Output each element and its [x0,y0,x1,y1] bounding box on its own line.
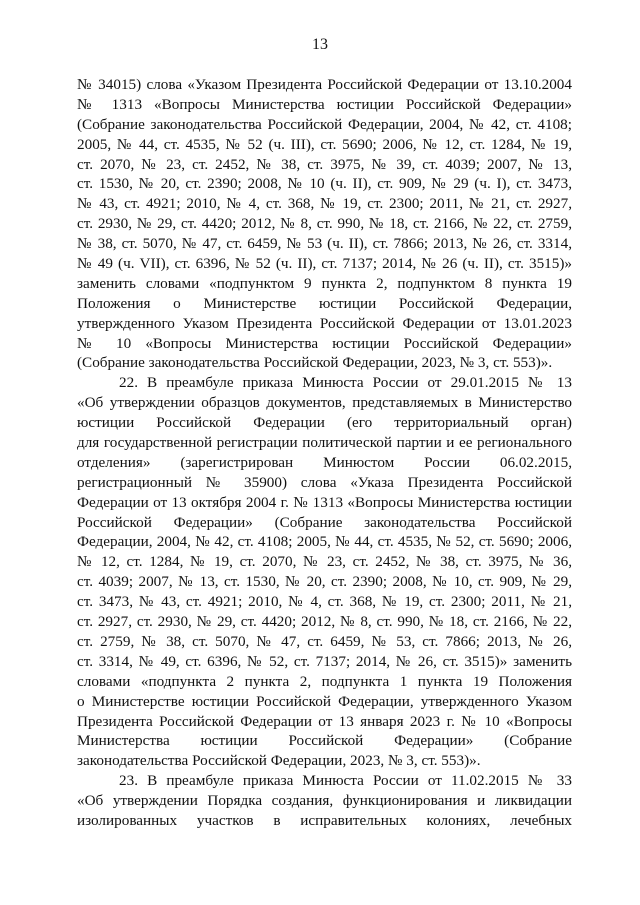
text-line: Российской Федерации» (Собрание законодательства Российской [77,513,572,531]
text-line: ст. 4039; 2007, № 13, ст. 1530, № 20, ст. 2390; 2008, № 10, ст. 909, № 29, [77,573,572,591]
text-line: ст. 3473, № 43, ст. 4921; 2010, № 4, ст. 368, № 19, ст. 2300; 2011, № 21, [77,593,572,611]
text-line: законодательства Российской Федерации, 2023, № 3, ст. 553)». [77,752,481,770]
text-line: «Об утверждении Порядка создания, функционирования и ликвидации [77,792,572,810]
paragraph-22-start: 22. В преамбуле приказа Минюста России от 29.01.2015 № 13 [119,374,572,392]
text-line: Президента Российской Федерации от 13 января 2023 г. № 10 «Вопросы [77,712,572,730]
text-line: № 49 (ч. VII), ст. 6396, № 52 (ч. II), ст. 7137; 2014, № 26 (ч. II), ст. 3515)» [77,255,572,273]
text-line: Федерации от 13 октября 2004 г. № 1313 «Вопросы Министерства юстиции [77,493,572,511]
text-line: № 38, ст. 5070, № 47, ст. 6459, № 53 (ч. II), ст. 7866; 2013, № 26, ст. 3314, [77,235,572,253]
text-line: отделения» (зарегистрирован Минюстом России 06.02.2015, [77,453,572,471]
text-line: ст. 2070, № 23, ст. 2452, № 38, ст. 3975, № 39, ст. 4039; 2007, № 13, [77,155,572,173]
page-number: 13 [312,36,328,53]
text-line: № 1313 «Вопросы Министерства юстиции Российской Федерации» [77,95,572,113]
text-line: для государственной регистрации политической партии и ее регионального [77,434,572,452]
text-line: Министерства юстиции Российской Федерации» (Собрание [77,732,572,750]
text-line: ст. 1530, № 20, ст. 2390; 2008, № 10 (ч. II), ст. 909, № 29 (ч. I), ст. 3473, [77,175,572,193]
text-line: № 12, ст. 1284, № 19, ст. 2070, № 23, ст. 2452, № 38, ст. 3975, № 36, [77,553,572,571]
text-line: утвержденного Указом Президента Российской Федерации от 13.01.2023 [77,314,572,332]
text-line: № 43, ст. 4921; 2010, № 4, ст. 368, № 19, ст. 2300; 2011, № 21, ст. 2927, [77,195,572,213]
text-line: Федерации, 2004, № 42, ст. 4108; 2005, № 44, ст. 4535, № 52, ст. 5690; 2006, [77,533,572,551]
text-line: регистрационный № 35900) слова «Указа Президента Российской [77,473,572,491]
text-line: юстиции Российской Федерации (его территориальный орган) [77,414,572,432]
text-line: ст. 2927, ст. 2930, № 29, ст. 4420; 2012, № 8, ст. 990, № 18, ст. 2166, № 22, [77,613,572,631]
text-line: ст. 3314, № 49, ст. 6396, № 52, ст. 7137; 2014, № 26, ст. 3515)» заменить [77,652,572,670]
text-line: (Собрание законодательства Российской Федерации, 2004, № 42, ст. 4108; [77,115,572,133]
text-line: № 10 «Вопросы Министерства юстиции Российской Федерации» [77,334,572,352]
text-line: заменить словами «подпунктом 9 пункта 2, подпунктом 8 пункта 19 [77,274,572,292]
paragraph-23-start: 23. В преамбуле приказа Минюста России от 11.02.2015 № 33 [119,772,572,790]
text-line: № 34015) слова «Указом Президента Российской Федерации от 13.10.2004 [77,76,572,93]
text-line: «Об утверждении образцов документов, представляемых в Министерство [77,394,572,412]
text-line: 2005, № 44, ст. 4535, № 52 (ч. III), ст. 5690; 2006, № 12, ст. 1284, № 19, [77,135,572,153]
text-line: (Собрание законодательства Российской Федерации, 2023, № 3, ст. 553)». [77,354,553,372]
text-line: ст. 2930, № 29, ст. 4420; 2012, № 8, ст. 990, № 18, ст. 2166, № 22, ст. 2759, [77,215,572,233]
text-line: ст. 2759, № 38, ст. 5070, № 47, ст. 6459, № 53, ст. 7866; 2013, № 26, [77,632,572,650]
document-body [77,75,572,831]
text-line: изолированных участков в исправительных колониях, лечебных [77,811,572,829]
text-line: Положения о Министерстве юстиции Российской Федерации, [77,294,572,312]
text-line: словами «подпункта 2 пункта 2, подпункта 1 пункта 19 Положения [77,672,572,690]
text-line: о Министерстве юстиции Российской Федерации, утвержденного Указом [77,692,572,710]
